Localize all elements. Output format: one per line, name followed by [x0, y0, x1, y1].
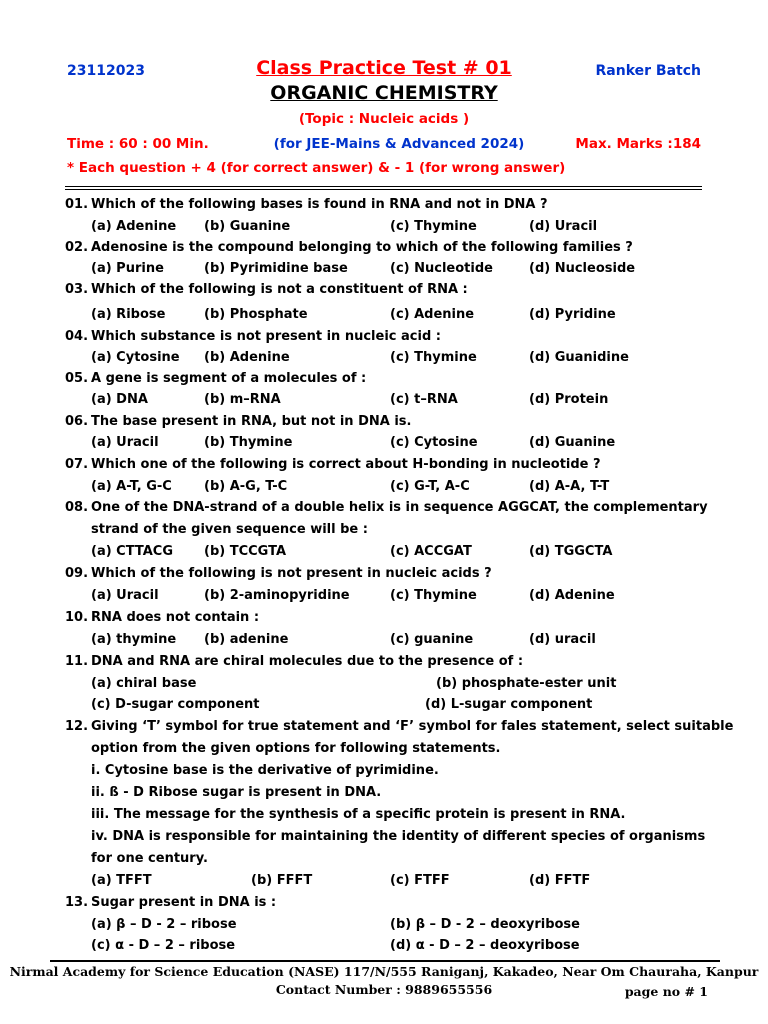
option: (c) α - D – 2 – ribose	[91, 938, 236, 953]
option: (b) m–RNA	[204, 392, 281, 407]
option: (a) Ribose	[91, 307, 166, 322]
footer-contact: Contact Number : 9889655556	[275, 982, 493, 997]
option: (c) Nucleotide	[390, 261, 493, 276]
option: (b) β – D - 2 – deoxyribose	[390, 917, 580, 932]
option: (a) TFFT	[91, 873, 152, 888]
option: (c) Thymine	[390, 350, 477, 365]
option: (b) adenine	[204, 632, 289, 647]
option: (c) Adenine	[390, 307, 475, 322]
batch-name: Ranker Batch	[595, 63, 701, 79]
option: (d) Nucleoside	[529, 261, 636, 276]
option: (a) chiral base	[91, 676, 197, 691]
header-rule-bottom	[65, 189, 702, 190]
option: (a) β – D - 2 – ribose	[91, 917, 237, 932]
option: (a) Adenine	[91, 219, 177, 234]
option: (d) TGGCTA	[529, 544, 613, 559]
marking-scheme: * Each question + 4 (for correct answer) & - 1 (for wrong answer)	[67, 160, 566, 176]
topic-label: (Topic : Nucleic acids )	[298, 111, 470, 127]
option: (c) D-sugar component	[91, 697, 260, 712]
option: (c) Thymine	[390, 219, 477, 234]
max-marks-label: Max. Marks :184	[575, 136, 701, 152]
option: (a) Purine	[91, 261, 164, 276]
option: (b) Adenine	[204, 350, 290, 365]
option: (a) Cytosine	[91, 350, 180, 365]
option: (d) Guanine	[529, 435, 616, 450]
footer-rule	[50, 960, 720, 962]
time-label: Time : 60 : 00 Min.	[67, 136, 209, 152]
option: (a) DNA	[91, 392, 148, 407]
option: (b) A-G, T-C	[204, 479, 288, 494]
option: (c) FTFF	[390, 873, 450, 888]
option: (a) Uracil	[91, 588, 159, 603]
page-number: page no # 1	[624, 984, 708, 999]
option: (b) TCCGTA	[204, 544, 287, 559]
option: (c) G-T, A-C	[390, 479, 470, 494]
option: (d) uracil	[529, 632, 596, 647]
option: (d) L-sugar component	[425, 697, 593, 712]
option: (d) FFTF	[529, 873, 591, 888]
test-date: 23112023	[67, 63, 145, 79]
option: (b) FFFT	[251, 873, 313, 888]
option: (d) Protein	[529, 392, 609, 407]
exam-label: (for JEE-Mains & Advanced 2024)	[273, 136, 525, 152]
subject-title: ORGANIC CHEMISTRY	[270, 82, 498, 104]
option: (d) A-A, T-T	[529, 479, 610, 494]
option: (b) Pyrimidine base	[204, 261, 348, 276]
option: (d) Adenine	[529, 588, 615, 603]
option: (a) thymine	[91, 632, 177, 647]
option: (b) Thymine	[204, 435, 293, 450]
option: (b) phosphate-ester unit	[436, 676, 617, 691]
option: (b) Guanine	[204, 219, 291, 234]
option: (b) Phosphate	[204, 307, 308, 322]
option: (c) ACCGAT	[390, 544, 472, 559]
header-rule-top	[65, 186, 702, 187]
test-title: Class Practice Test # 01	[256, 57, 512, 79]
footer-address: Nirmal Academy for Science Education (NASE) 117/N/555 Raniganj, Kakadeo, Near Om Chauraha, Kanpur	[9, 964, 759, 979]
option: (d) Guanidine	[529, 350, 629, 365]
option: (c) Cytosine	[390, 435, 478, 450]
option: (a) Uracil	[91, 435, 159, 450]
option: (c) guanine	[390, 632, 474, 647]
option: (a) A-T, G-C	[91, 479, 172, 494]
option: (c) t–RNA	[390, 392, 458, 407]
option: (a) CTTACG	[91, 544, 174, 559]
option: (c) Thymine	[390, 588, 477, 603]
option: (d) Pyridine	[529, 307, 616, 322]
option: (d) Uracil	[529, 219, 598, 234]
option: (b) 2-aminopyridine	[204, 588, 350, 603]
option: (d) α - D – 2 – deoxyribose	[390, 938, 580, 953]
